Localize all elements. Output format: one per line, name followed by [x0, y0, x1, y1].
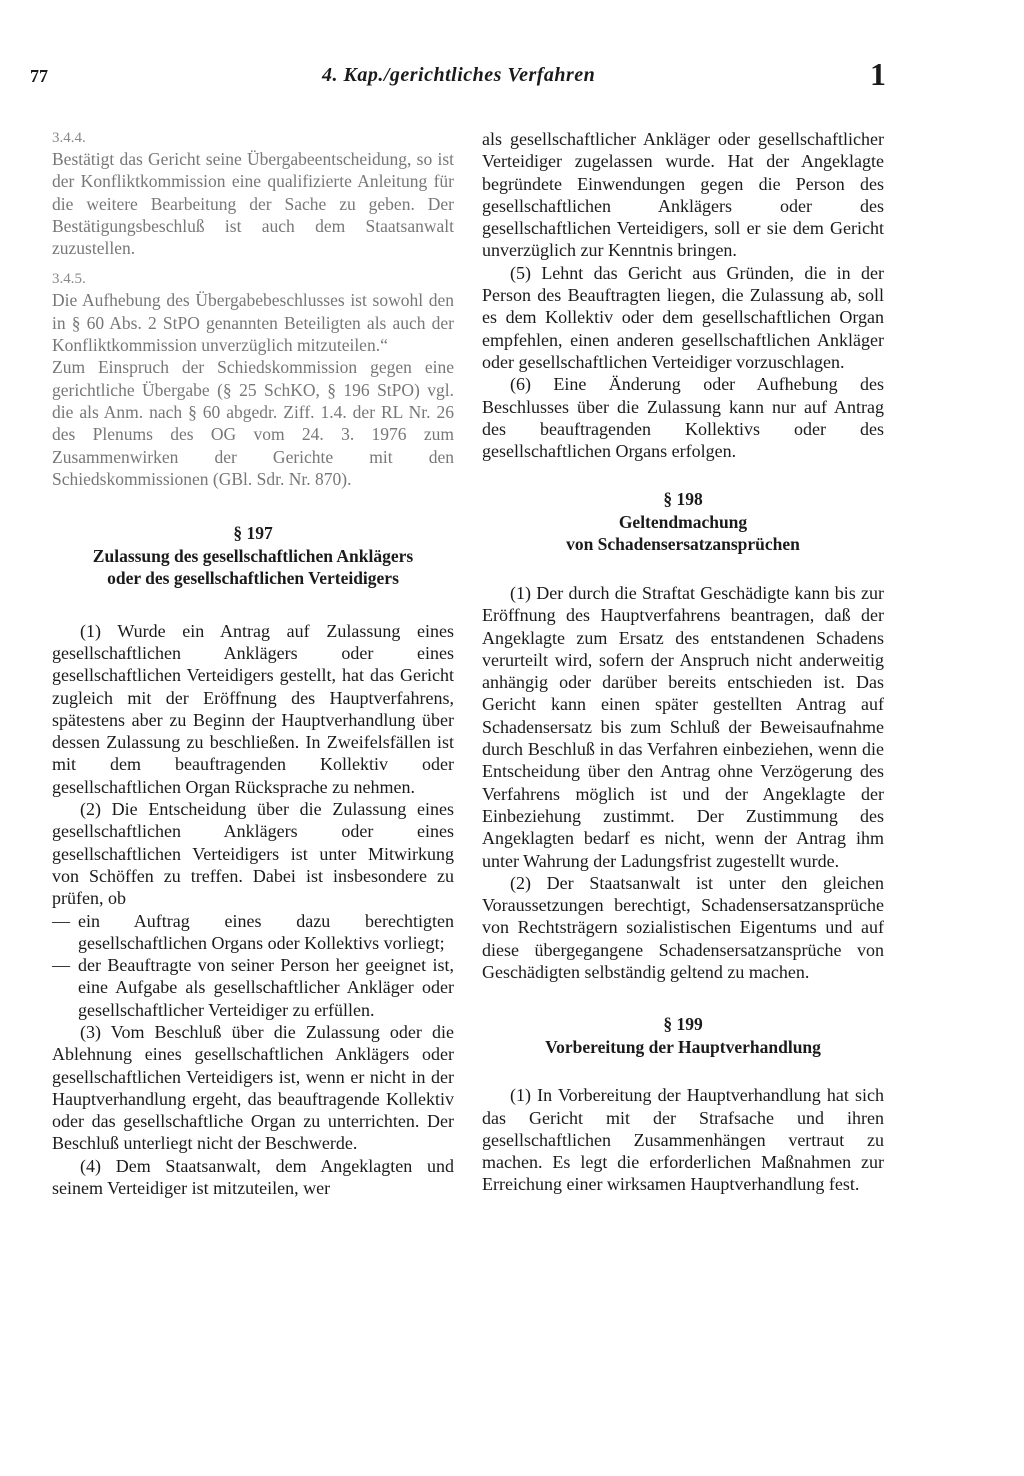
- section-197-number: § 197: [233, 523, 273, 544]
- list-item-text: ein Auftrag eines dazu berechtigten gesellschaftlichen Organs oder Kollektivs vorliegt;: [78, 910, 454, 953]
- note-einspruch-text: Zum Einspruch der Schiedskommission gegen eine gerichtliche Übergabe (§ 25 SchKO, § 196 StPO) vgl. die als Anm. nach § 60 abgedr. Ziff. 1.4. der RL Nr. 26 des Plenums des OG vom 24. 3. 1976 zum Zusammenwirken der Gerichte mit den Schiedskommissionen (GBl. Sdr. Nr. 870).: [52, 357, 454, 489]
- section-197-paragraph-6: (6) Eine Änderung oder Aufhebung des Beschlusses über die Zulassung kann nur auf Antrag des beauftragenden Kollektivs oder des gesellschaftlichen Organs erfolgen.: [482, 374, 884, 462]
- note-3-4-5-text: Die Aufhebung des Übergabebeschlusses ist sowohl den in § 60 Abs. 2 StPO genannten Beteiligten als auch der Konfliktkommission unverzüglich mitzuteilen.“: [52, 290, 454, 356]
- section-198-title-line-1: Geltendmachung: [618, 511, 748, 532]
- section-197-paragraph-2: (2) Die Entscheidung über die Zulassung eines gesellschaftlichen Anklägers oder eines gesellschaftlichen Verteidigers ist unter Mitwirkung von Schöffen zu treffen. Dabei ist insbesondere zu prüfen, ob: [52, 799, 454, 909]
- dash-bullet: —: [52, 910, 70, 931]
- section-197-title-line-1: Zulassung des gesellschaftlichen Anklägers: [92, 545, 414, 566]
- page-number: 77: [30, 66, 48, 86]
- list-item-text: der Beauftragte von seiner Person her geeignet ist, eine Aufgabe als gesellschaftlicher Ankläger oder gesellschaftlicher Verteidiger zu erfüllen.: [78, 955, 454, 1020]
- section-197-title-line-2: oder des gesellschaftlichen Verteidigers: [107, 568, 399, 589]
- page-header: [0, 56, 1024, 96]
- section-197-paragraph-4: (4) Dem Staatsanwalt, dem Angeklagten und seinem Verteidiger ist mitzuteilen, wer: [52, 1155, 454, 1199]
- section-198-paragraph-2: (2) Der Staatsanwalt ist unter den gleichen Voraussetzungen berechtigt, Schadensersatzansprüche von Rechtsträgern sozialistischen Eigentums und auf diese übergegangene Schadensersatzansprüche von Geschädigten selbständig geltend zu machen.: [482, 872, 884, 982]
- section-197-paragraph-4-continued: als gesellschaftlicher Ankläger oder gesellschaftlicher Verteidiger zugelassen wurde. Hat der Angeklagte begründete Einwendungen gegen die Person des gesellschaftlichen Anklägers oder des gesellschaftlichen Verteidigers, soll er sie dem Gericht unverzüglich zur Kenntnis bringen.: [482, 129, 884, 261]
- section-199-paragraph-1: (1) In Vorbereitung der Hauptverhandlung hat sich das Gericht mit der Strafsache und ihren gesellschaftlichen Zusammenhängen vertraut zu machen. Es legt die erforderlichen Maßnahmen zur Erreichung einer wirksamen Hauptverhandlung fest.: [482, 1085, 884, 1195]
- note-number-3-4-4: 3.4.4.: [52, 130, 86, 146]
- section-199-title: Vorbereitung der Hauptverhandlung: [545, 1036, 821, 1057]
- section-197-paragraph-5: (5) Lehnt das Gericht aus Gründen, die in der Person des Beauftragten liegen, die Zulassung ab, soll es dem Kollektiv oder dem gesellschaftlichen Organ empfehlen, einen anderen gesellschaftlichen Ankläger oder gesellschaftlichen Verteidiger vorzuschlagen.: [482, 262, 884, 372]
- note-3-4-4-text: Bestätigt das Gericht seine Übergabeentscheidung, so ist der Konfliktkommission eine qualifizierte Anleitung für die weitere Bearbeitung der Sache zu geben. Der Bestätigungsbeschluß ist auch dem Staatsanwalt zuzustellen.: [52, 149, 454, 259]
- running-title: 4. Kap./gerichtliches Verfahren: [322, 64, 596, 86]
- section-197-list-item-1: [52, 910, 454, 955]
- dash-bullet: —: [52, 955, 70, 976]
- section-197-paragraph-1: (1) Wurde ein Antrag auf Zulassung eines gesellschaftlichen Anklägers oder eines gesellschaftlichen Verteidigers gestellt, hat das Gericht zugleich mit der Eröffnung des Hauptverfahrens, spätestens aber zu Beginn der Hauptverhandlung über dessen Zulassung zu beschließen. In Zweifelsfällen ist mit dem beauftragenden Kollektiv oder gesellschaftlichen Organ Rücksprache zu nehmen.: [52, 620, 454, 797]
- section-197-list-item-2: [52, 954, 454, 1021]
- note-number-3-4-5: 3.4.5.: [52, 271, 86, 288]
- section-198-title-line-2: von Schadensersatzansprüchen: [566, 534, 800, 555]
- section-198-number: § 198: [663, 489, 703, 510]
- chapter-number: 1: [870, 56, 886, 92]
- section-197-paragraph-3: (3) Vom Beschluß über die Zulassung oder die Ablehnung eines gesellschaftlichen Anklägers oder gesellschaftlichen Verteidigers ist, wenn er nicht in der Hauptverhandlung ergeht, das beauftragende Kollektiv oder das gesellschaftliche Organ zu unterrichten. Der Beschluß unterliegt nicht der Beschwerde.: [52, 1022, 454, 1154]
- section-199-number: § 199: [663, 1014, 703, 1035]
- left-column: [52, 128, 454, 1199]
- section-198-paragraph-1: (1) Der durch die Straftat Geschädigte kann bis zur Eröffnung des Hauptverfahrens beantragen, daß der Angeklagte zum Ersatz des entstandenen Schadens verurteilt wird, sofern der Anspruch nicht anderweitig anhängig oder darüber bereits entschieden ist. Das Gericht kann einen später gestellten Antrag auf Schadensersatz bis zum Schluß der Beweisaufnahme durch Beschluß in das Verfahren einbeziehen, wenn die Entscheidung über den Antrag ohne Verzögerung des Verfahrens möglich ist und der Angeklagte der Einbeziehung zustimmt. Der Zustimmung des Angeklagten bedarf es nicht, wenn der Antrag ihm unter Wahrung der Ladungsfrist zugestellt wurde.: [482, 582, 884, 871]
- right-column: [482, 128, 884, 1196]
